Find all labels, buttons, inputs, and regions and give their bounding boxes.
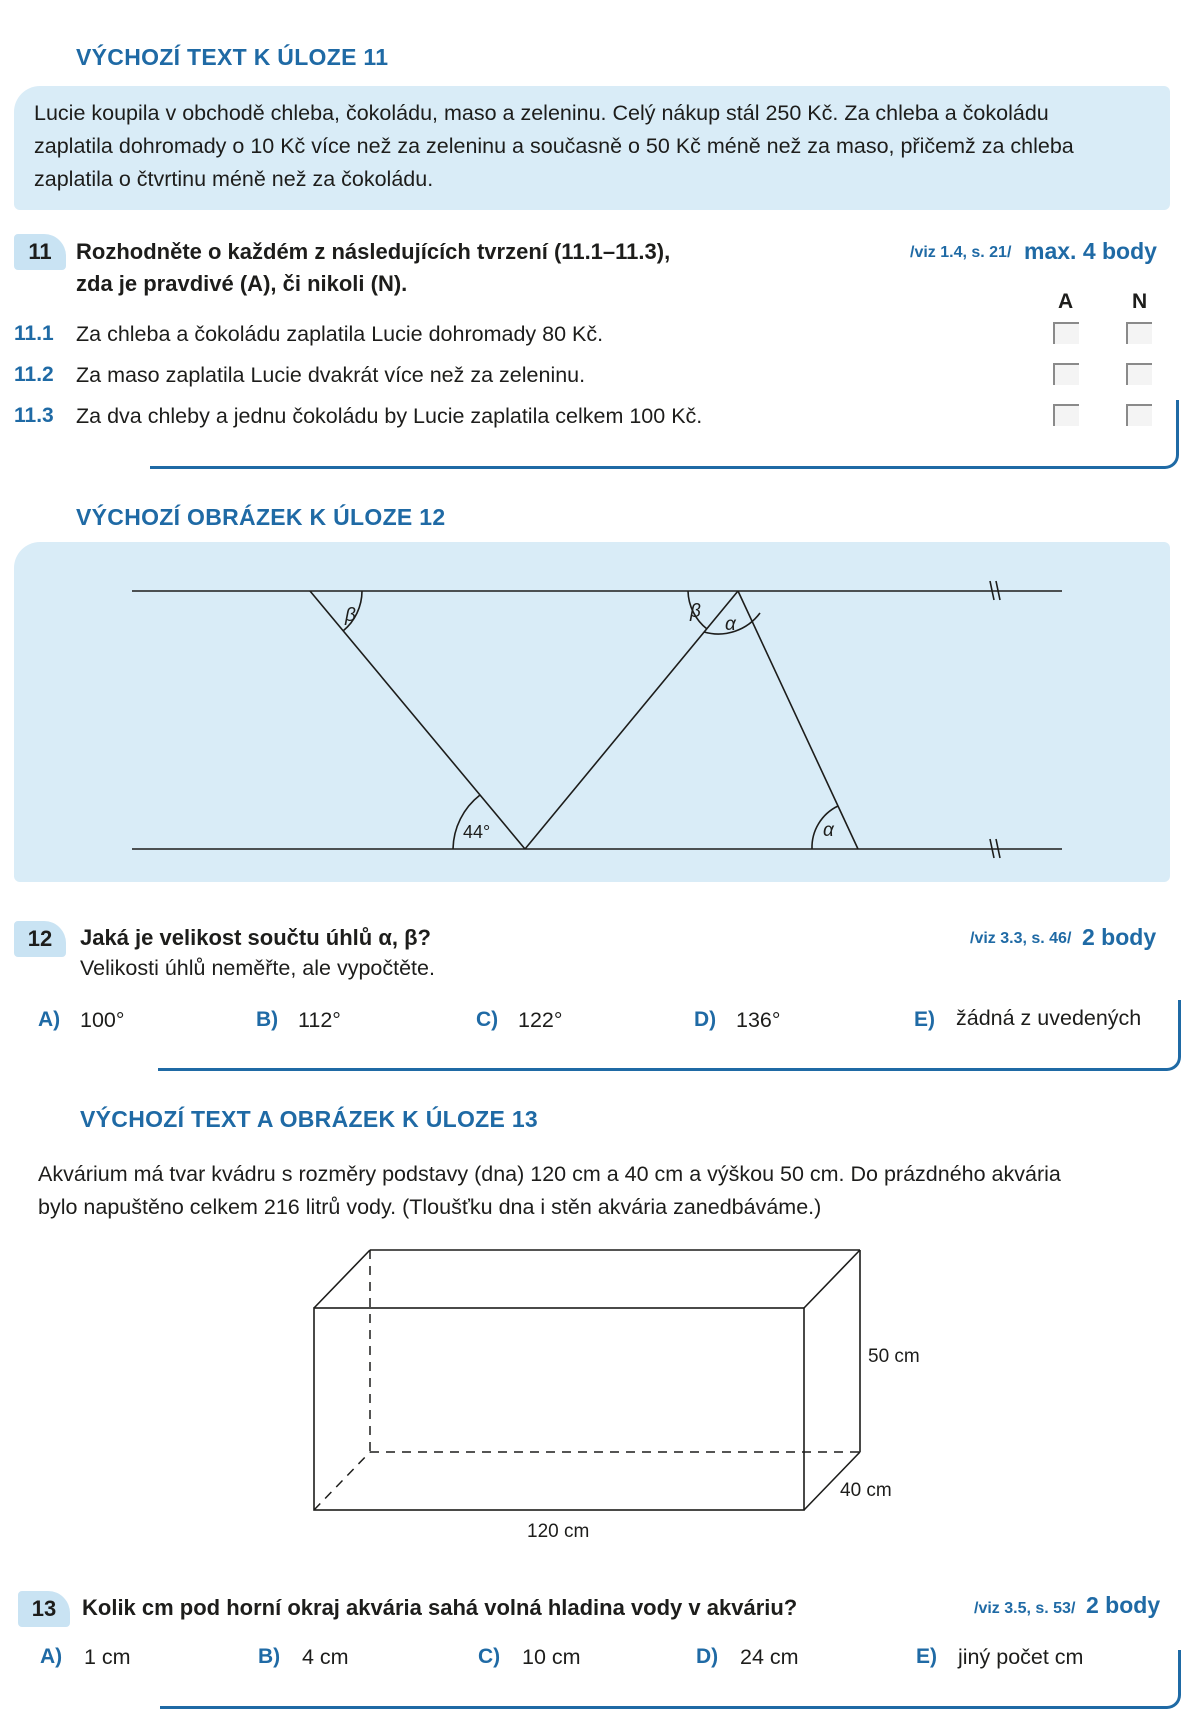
- task11-question-line-2: zda je pravdivé (A), či nikoli (N).: [76, 271, 408, 296]
- task13-option-a-letter[interactable]: A): [40, 1645, 63, 1668]
- task13-intro-line-1: Akvárium má tvar kvádru s rozměry podstavy (dna) 120 cm a 40 cm a výškou 50 cm. Do prázdného akvária: [38, 1162, 1061, 1186]
- depth-label: 40 cm: [840, 1480, 892, 1501]
- task13-option-b-letter[interactable]: B): [258, 1645, 281, 1668]
- task12-option-b-letter[interactable]: B): [256, 1008, 279, 1031]
- alpha-label-top: α: [725, 614, 736, 635]
- task11-points: max. 4 body: [1024, 238, 1157, 264]
- task13-option-a-text[interactable]: 1 cm: [84, 1645, 131, 1669]
- task13-option-c-text[interactable]: 10 cm: [522, 1645, 581, 1669]
- alpha-label-bottom: α: [823, 820, 834, 841]
- task13-option-d-letter[interactable]: D): [696, 1645, 719, 1668]
- task11-reference: /viz 1.4, s. 21/: [910, 244, 1012, 261]
- task12-reference: /viz 3.3, s. 46/: [970, 930, 1072, 947]
- beta-label-left: β: [345, 605, 356, 626]
- height-label: 50 cm: [868, 1346, 920, 1367]
- task13-number-badge: 13: [18, 1591, 70, 1627]
- column-header-n: N: [1132, 290, 1148, 313]
- statement-11-3-text: Za dva chleby a jednu čokoládu by Lucie zaplatila celkem 100 Kč.: [76, 404, 703, 428]
- task12-number-badge: 12: [14, 921, 66, 957]
- task12-option-a-letter[interactable]: A): [38, 1008, 61, 1031]
- task12-points: 2 body: [1082, 924, 1157, 950]
- statement-11-2-text: Za maso zaplatila Lucie dvakrát více než za zeleninu.: [76, 363, 586, 387]
- task13-separator: [160, 1650, 1181, 1709]
- hidden-bottom-left-edge: [314, 1452, 370, 1510]
- task11-number-badge: 11: [14, 234, 66, 270]
- task11-question-line-1: Rozhodněte o každém z následujících tvrzení (11.1–11.3),: [76, 239, 671, 264]
- task11-intro-heading: VÝCHOZÍ TEXT K ÚLOZE 11: [76, 44, 389, 70]
- task12-option-d-text[interactable]: 136°: [736, 1008, 781, 1032]
- task12-subquestion: Velikosti úhlů neměřte, ale vypočtěte.: [80, 956, 435, 980]
- top-right-edge: [804, 1250, 860, 1308]
- task13-option-d-text[interactable]: 24 cm: [740, 1645, 799, 1669]
- length-label: 120 cm: [527, 1521, 590, 1542]
- top-left-edge: [314, 1250, 370, 1308]
- task12-option-e-text[interactable]: žádná z uvedených: [956, 1006, 1142, 1030]
- task13-points: 2 body: [1086, 1592, 1161, 1618]
- task13-option-e-text[interactable]: jiný počet cm: [958, 1645, 1084, 1669]
- task13-intro-line-2: bylo napuštěno celkem 216 litrů vody. (Tloušťku dna i stěn akvária zanedbáváme.): [38, 1195, 822, 1219]
- task12-option-e-letter[interactable]: E): [914, 1008, 935, 1031]
- task13-option-c-letter[interactable]: C): [478, 1645, 501, 1668]
- task12-option-b-text[interactable]: 112°: [298, 1008, 341, 1032]
- statement-11-2-number: 11.2: [14, 363, 54, 386]
- task12-question: Jaká je velikost součtu úhlů α, β?: [80, 925, 431, 950]
- task13-question: Kolik cm pod horní okraj akvária sahá volná hladina vody v akváriu?: [82, 1595, 798, 1620]
- task12-option-a-text[interactable]: 100°: [80, 1008, 125, 1032]
- task13-option-b-text[interactable]: 4 cm: [302, 1645, 349, 1669]
- task13-intro-heading: VÝCHOZÍ TEXT A OBRÁZEK K ÚLOZE 13: [80, 1106, 539, 1132]
- task12-intro-heading: VÝCHOZÍ OBRÁZEK K ÚLOZE 12: [76, 504, 446, 530]
- task11-intro-line-3: zaplatila o čtvrtinu méně než za čokoládu.: [34, 167, 434, 191]
- task11-intro-line-2: zaplatila dohromady o 10 Kč více než za zeleninu a současně o 50 Kč méně než za maso, přičemž za chleba: [34, 134, 1074, 158]
- task12-option-c-letter[interactable]: C): [476, 1008, 499, 1031]
- statement-11-3-number: 11.3: [14, 404, 54, 427]
- statement-11-1-number: 11.1: [14, 322, 54, 345]
- task13-reference: /viz 3.5, s. 53/: [974, 1600, 1076, 1617]
- beta-label-right: β: [690, 601, 701, 622]
- task12-option-c-text[interactable]: 122°: [518, 1008, 563, 1032]
- statement-11-1-text: Za chleba a čokoládu zaplatila Lucie dohromady 80 Kč.: [76, 322, 604, 346]
- task11-intro-line-1: Lucie koupila v obchodě chleba, čokoládu, maso a zeleninu. Celý nákup stál 250 Kč. Za chleba a čokoládu: [34, 101, 1049, 125]
- front-face: [314, 1308, 804, 1510]
- task12-option-d-letter[interactable]: D): [694, 1008, 717, 1031]
- column-header-a: A: [1058, 290, 1074, 313]
- task13-option-e-letter[interactable]: E): [916, 1645, 937, 1668]
- angle-44-label: 44°: [463, 822, 491, 842]
